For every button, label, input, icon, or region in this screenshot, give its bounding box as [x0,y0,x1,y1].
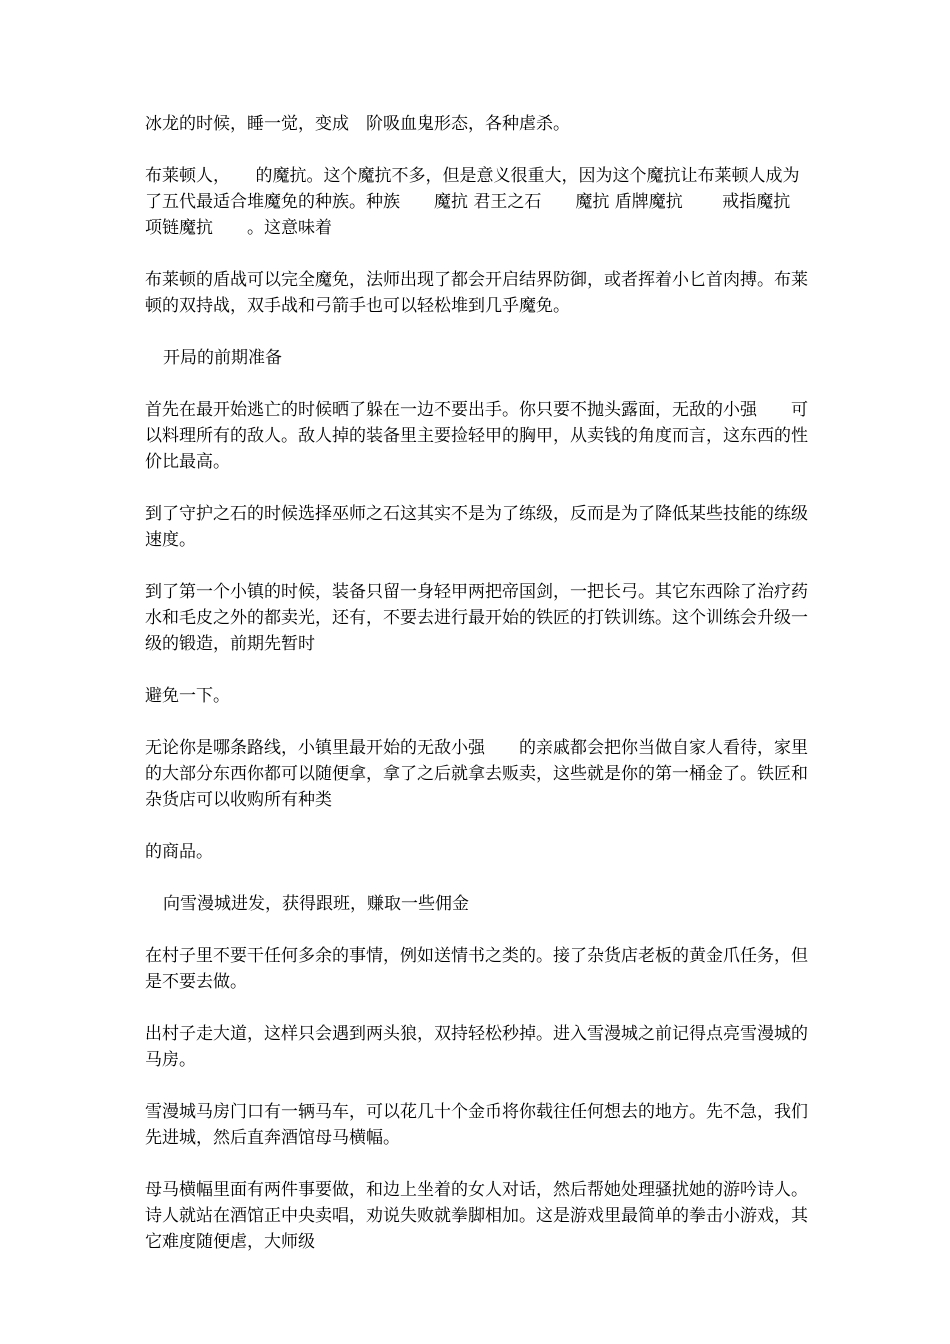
section-heading: 向雪漫城进发，获得跟班，赚取一些佣金 [163,894,469,914]
paragraph: 首先在最开始逃亡的时候晒了躲在一边不要出手。你只要不抛头露面，无敌的小强 可以料理所有的敌人。敌人掉的装备里主要捡轻甲的胸甲，从卖钱的角度而言，这东西的性价比最高。 [145,400,808,472]
paragraph: 到了第一个小镇的时候，装备只留一身轻甲两把帝国剑，一把长弓。其它东西除了治疗药水和毛皮之外的都卖光，还有，不要去进行最开始的铁匠的打铁训练。这个训练会升级一级的锻造，前期先暂时 [145,582,808,654]
paragraph: 冰龙的时候，睡一觉，变成 阶吸血鬼形态，各种虐杀。 [145,114,570,134]
section-heading: 开局的前期准备 [163,348,282,368]
paragraph: 雪漫城马房门口有一辆马车，可以花几十个金币将你载往任何想去的地方。先不急，我们先进城，然后直奔酒馆母马横幅。 [145,1102,808,1148]
paragraph: 的商品。 [145,842,213,862]
paragraph: 避免一下。 [145,686,230,706]
paragraph: 在村子里不要干任何多余的事情，例如送情书之类的。接了杂货店老板的黄金爪任务，但是不要去做。 [145,946,808,992]
paragraph: 母马横幅里面有两件事要做，和边上坐着的女人对话，然后帮她处理骚扰她的游吟诗人。诗人就站在酒馆正中央卖唱，劝说失败就拳脚相加。这是游戏里最简单的拳击小游戏，其它难度随便虐，大师级 [145,1180,808,1252]
paragraph: 布莱顿的盾战可以完全魔免，法师出现了都会开启结界防御，或者挥着小匕首肉搏。布莱顿的双持战，双手战和弓箭手也可以轻松堆到几乎魔免。 [145,270,808,316]
paragraph: 无论你是哪条路线，小镇里最开始的无敌小强 的亲戚都会把你当做自家人看待，家里的大部分东西你都可以随便拿，拿了之后就拿去贩卖，这些就是你的第一桶金了。铁匠和杂货店可以收购所有种类 [145,738,808,810]
paragraph: 到了守护之石的时候选择巫师之石这其实不是为了练级，反而是为了降低某些技能的练级速度。 [145,504,808,550]
document-body [145,111,830,1281]
paragraph: 出村子走大道，这样只会遇到两头狼，双持轻松秒掉。进入雪漫城之前记得点亮雪漫城的马房。 [145,1024,808,1070]
paragraph: 布莱顿人， 的魔抗。这个魔抗不多，但是意义很重大，因为这个魔抗让布莱顿人成为了五代最适合堆魔免的种族。种族 魔抗 君王之石 魔抗 盾牌魔抗 戒指魔抗 项链魔抗 。这意味着 [145,166,830,238]
